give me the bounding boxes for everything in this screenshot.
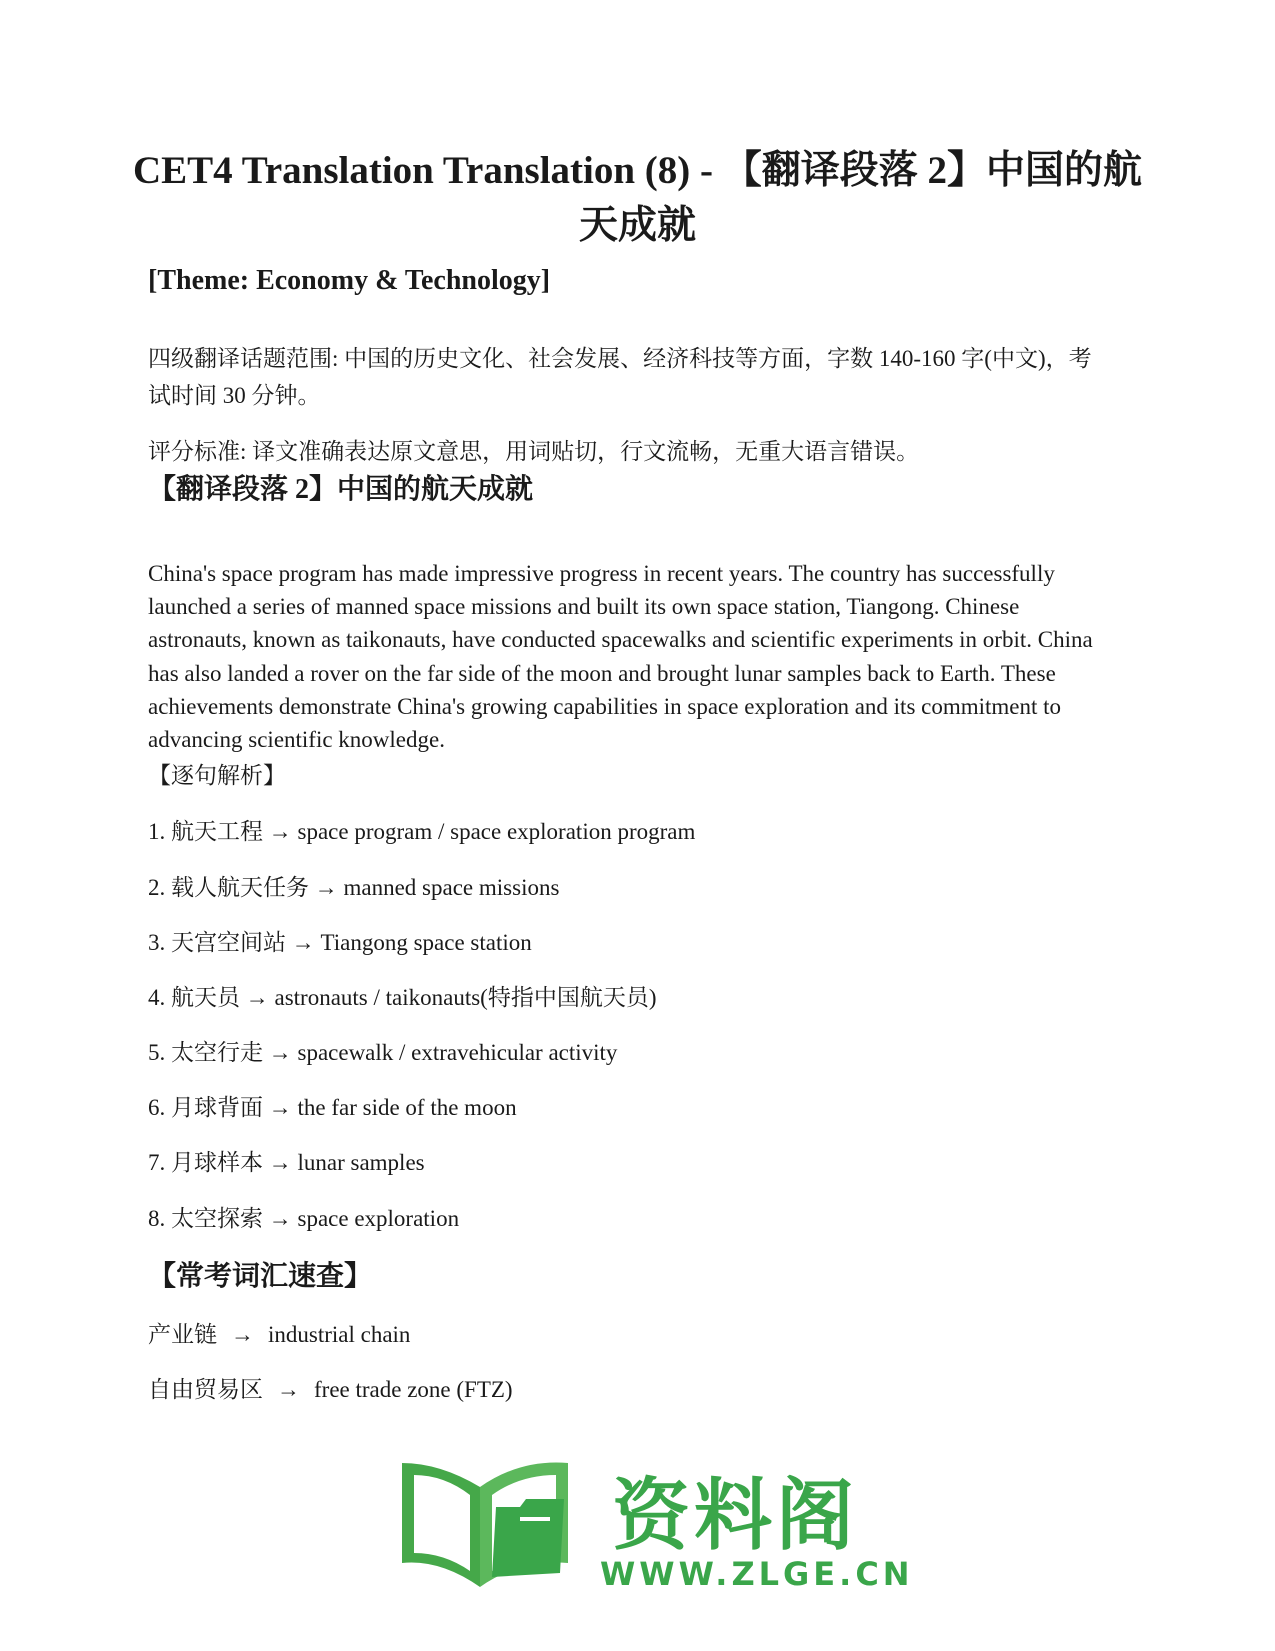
analysis-en: Tiangong space station bbox=[320, 930, 532, 955]
analysis-heading: 【逐句解析】 bbox=[148, 763, 286, 788]
analysis-number: 1. bbox=[148, 819, 166, 844]
analysis-number: 8. bbox=[148, 1206, 166, 1231]
analysis-number: 6. bbox=[148, 1095, 166, 1120]
analysis-number: 3. bbox=[148, 930, 166, 955]
analysis-item bbox=[148, 1034, 617, 1067]
analysis-en: astronauts / taikonauts(特指中国航天员) bbox=[274, 985, 657, 1010]
arrow-icon: → bbox=[291, 930, 315, 955]
analysis-en: space exploration bbox=[297, 1206, 460, 1231]
theme-heading: [Theme: Economy & Technology] bbox=[148, 265, 551, 296]
vocab-item bbox=[148, 1371, 513, 1404]
arrow-icon: → bbox=[231, 1322, 254, 1347]
analysis-zh: 太空行走 bbox=[171, 1040, 263, 1065]
analysis-zh: 航天工程 bbox=[171, 819, 263, 844]
analysis-number: 5. bbox=[148, 1040, 166, 1065]
vocab-zh: 自由贸易区 bbox=[148, 1377, 263, 1402]
passage-heading: 【翻译段落 2】中国的航天成就 bbox=[148, 474, 534, 505]
analysis-en: the far side of the moon bbox=[297, 1095, 517, 1120]
analysis-en: space program / space exploration program bbox=[297, 819, 696, 844]
arrow-icon: → bbox=[245, 985, 269, 1010]
arrow-icon: → bbox=[277, 1377, 300, 1402]
analysis-zh: 载人航天任务 bbox=[171, 875, 309, 900]
watermark-logo-text: 资料阁 bbox=[612, 1471, 859, 1561]
analysis-number: 4. bbox=[148, 985, 166, 1010]
criteria-paragraph: 评分标准: 译文准确表达原文意思，用词贴切，行文流畅，无重大语言错误。 bbox=[148, 439, 920, 464]
analysis-zh: 月球样本 bbox=[171, 1150, 263, 1175]
passage-text: China's space program has made impressive progress in recent years. The country has successfully launched a series of manned space missions and built its own space station, Tiangong. Chinese astronauts, known as taikonauts, have conducted spacewalks and scientific experiments in orbit. China has also landed a rover on the far side of the moon and brought lunar samples back to Earth. These achievements demonstrate China's growing capabilities in space exploration and its commitment to advancing scientific knowledge. bbox=[148, 561, 1093, 753]
analysis-en: manned space missions bbox=[343, 875, 560, 900]
watermark-url: WWW.ZLGE.CN bbox=[600, 1555, 914, 1593]
arrow-icon: → bbox=[268, 819, 292, 844]
analysis-en: lunar samples bbox=[297, 1150, 425, 1175]
arrow-icon: → bbox=[314, 875, 338, 900]
analysis-zh: 航天员 bbox=[171, 985, 240, 1010]
vocab-item bbox=[148, 1316, 410, 1349]
arrow-icon: → bbox=[268, 1095, 292, 1120]
vocab-en: industrial chain bbox=[268, 1322, 411, 1347]
analysis-en: spacewalk / extravehicular activity bbox=[297, 1040, 618, 1065]
arrow-icon: → bbox=[268, 1040, 292, 1065]
vocab-en: free trade zone (FTZ) bbox=[314, 1377, 513, 1402]
analysis-zh: 月球背面 bbox=[171, 1095, 263, 1120]
arrow-icon: → bbox=[268, 1206, 292, 1231]
analysis-item bbox=[148, 813, 695, 846]
vocab-zh: 产业链 bbox=[148, 1322, 217, 1347]
analysis-number: 2. bbox=[148, 875, 166, 900]
analysis-item bbox=[148, 869, 559, 902]
analysis-zh: 太空探索 bbox=[171, 1206, 263, 1231]
arrow-icon: → bbox=[268, 1150, 292, 1175]
analysis-item bbox=[148, 1144, 425, 1177]
page-title: CET4 Translation Translation (8) - 【翻译段落 2】中国的航天成就 bbox=[132, 149, 1143, 247]
analysis-item bbox=[148, 1089, 517, 1122]
analysis-zh: 天宫空间站 bbox=[171, 930, 286, 955]
analysis-number: 7. bbox=[148, 1150, 166, 1175]
analysis-item bbox=[148, 979, 657, 1012]
vocab-heading: 【常考词汇速查】 bbox=[148, 1261, 373, 1292]
analysis-item bbox=[148, 924, 532, 957]
analysis-item bbox=[148, 1200, 459, 1233]
intro-paragraph: 四级翻译话题范围: 中国的历史文化、社会发展、经济科技等方面，字数 140-160 字(中文)，考试时间 30 分钟。 bbox=[148, 346, 1092, 408]
